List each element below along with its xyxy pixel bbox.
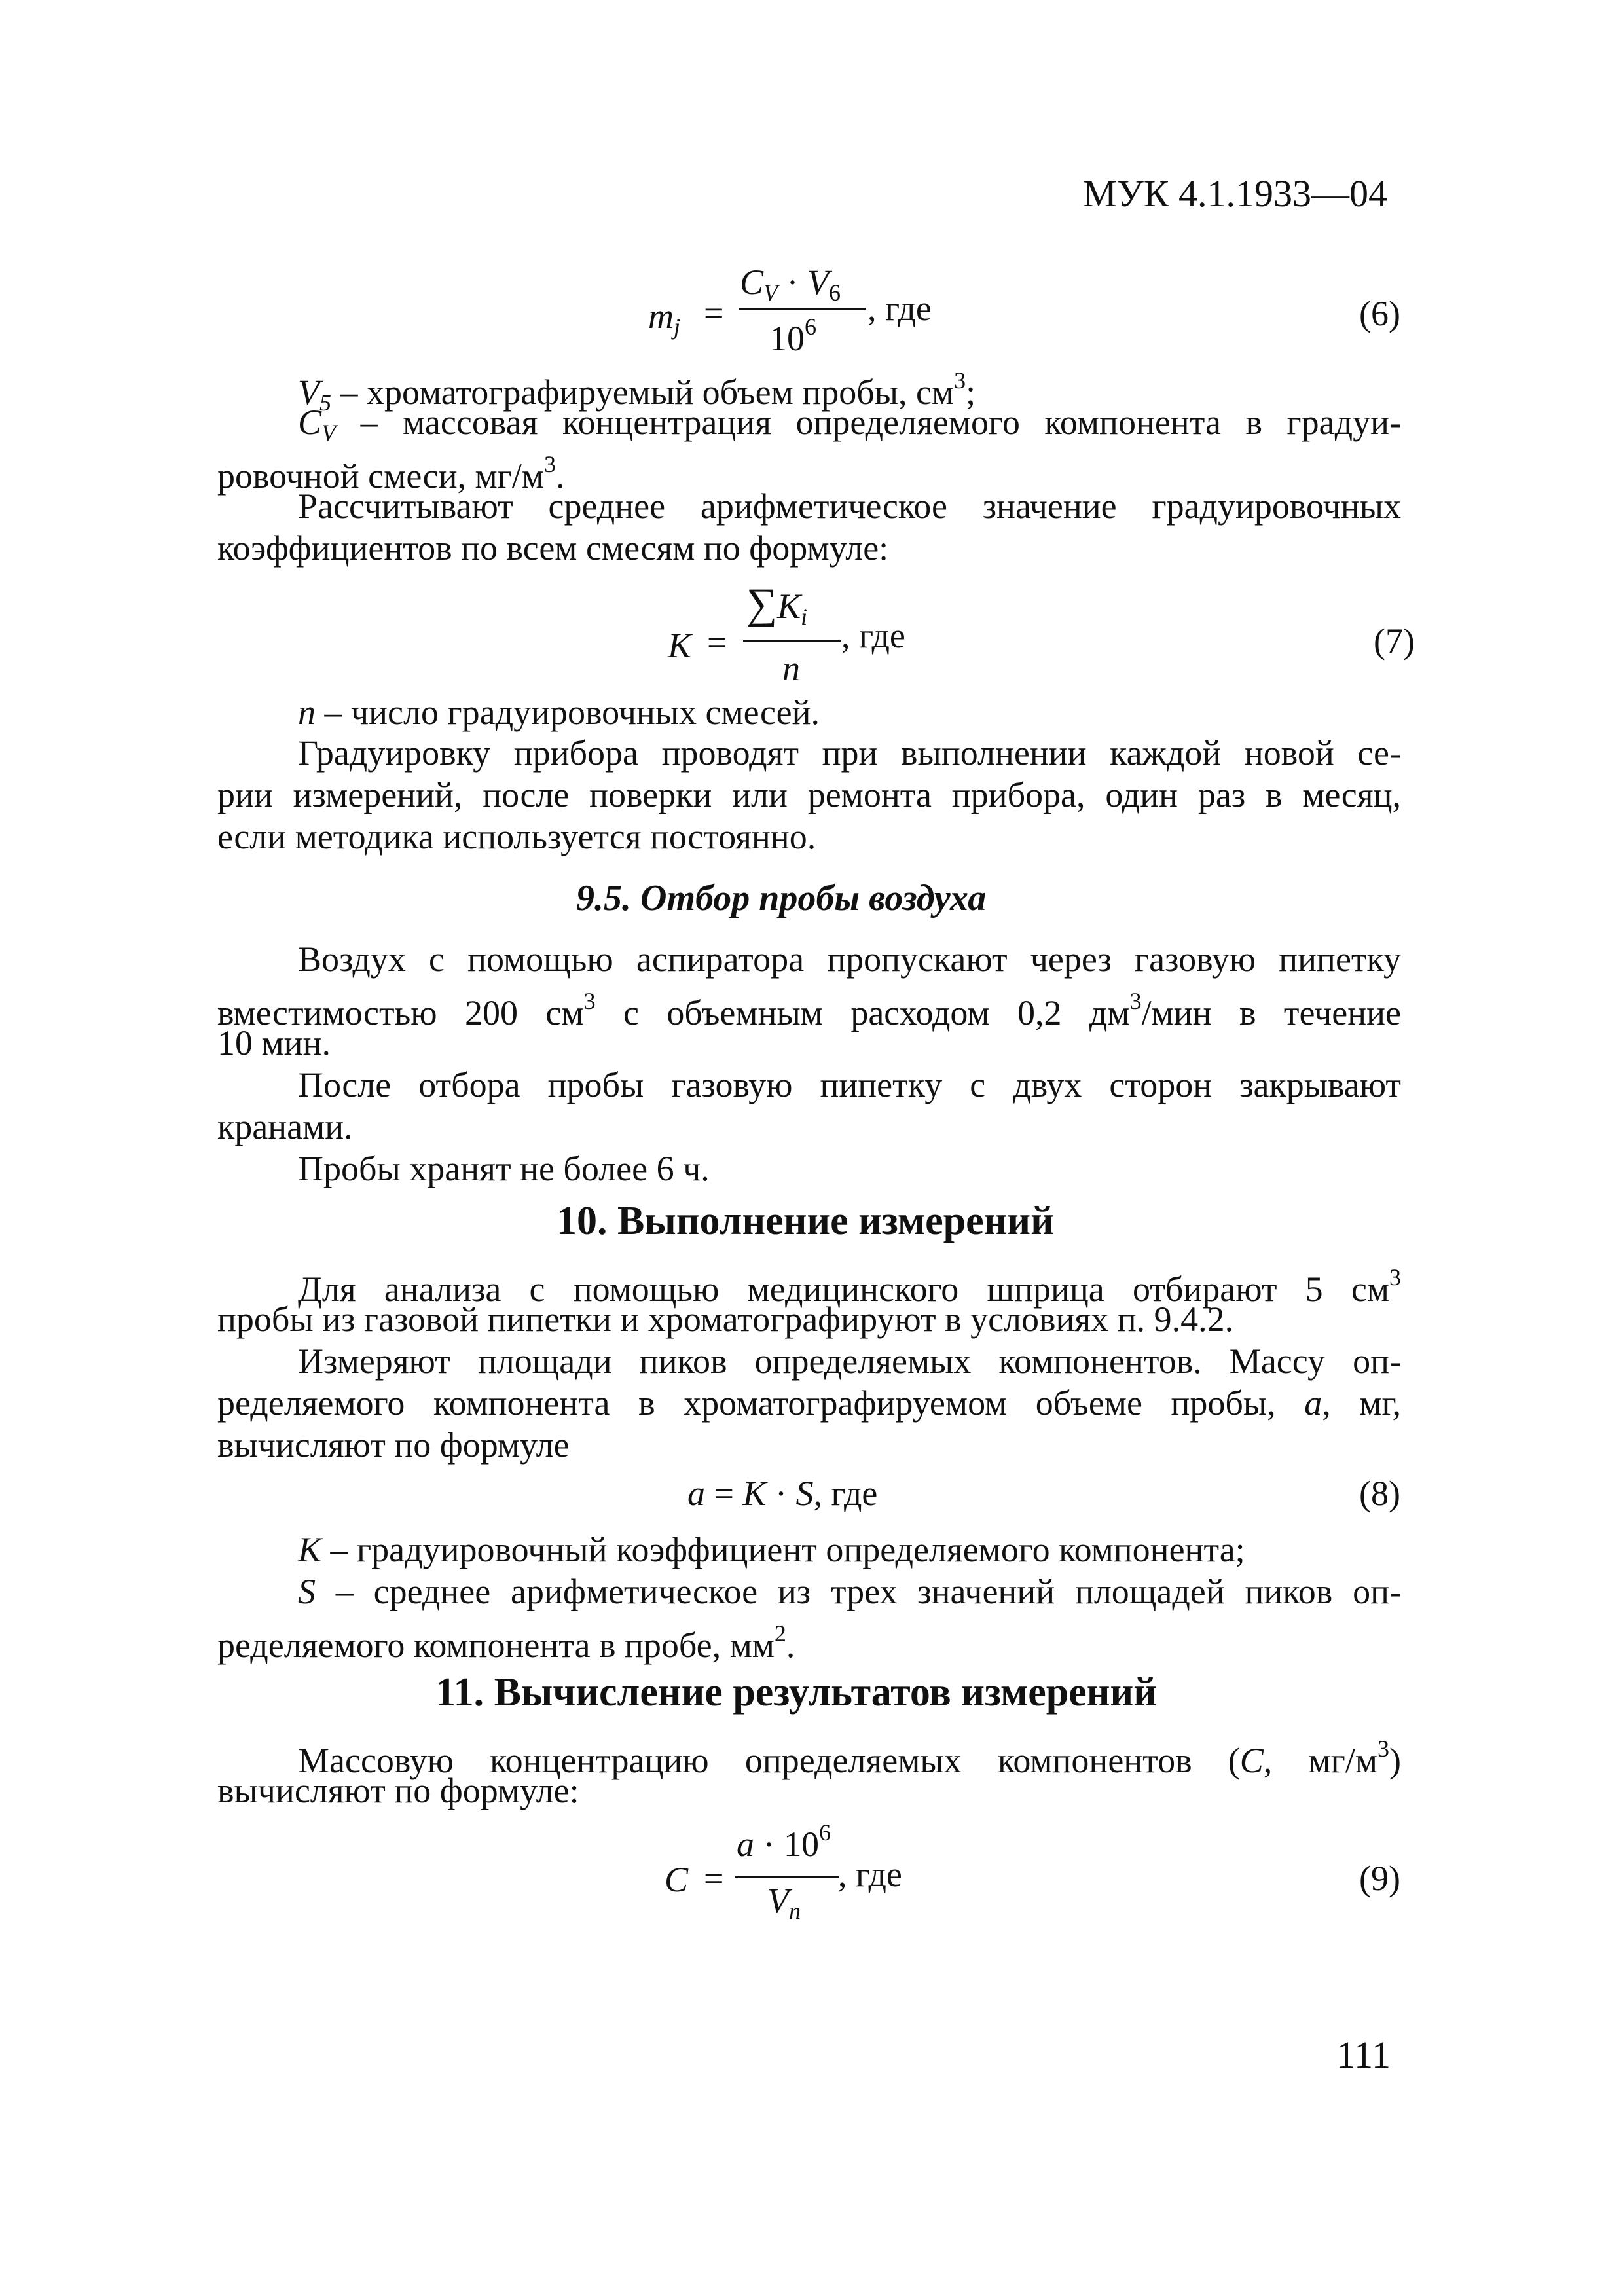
formula-7-fraction-bar — [743, 640, 841, 642]
page-number: 111 — [1336, 2033, 1391, 2076]
paragraph-concentration-line-1: Массовую концентрацию определяемых компонентов (C, $мг/м^3$) — [298, 1736, 1401, 1780]
equation-number-9: (9) — [1359, 1859, 1400, 1898]
equation-number-8: (8) — [1359, 1474, 1400, 1513]
paragraph-calibration-line-3: если методика используется постоянно. — [217, 817, 816, 856]
paragraph-calibration-line-2: рии измерений, после поверки или ремонта прибора, один раз в месяц, — [217, 775, 1401, 814]
paragraph-analysis-line-2: пробы из газовой пипетки и хроматографируют в условиях п. 9.4.2. — [217, 1300, 1234, 1339]
paragraph-average-line-1: Рассчитывают среднее арифметическое значение градуировочных — [298, 486, 1401, 526]
paragraph-air-line-2: вместимостью 200 $см^3$ с объемным расходом 0,2 $дм^3$/мин в течение — [217, 988, 1401, 1032]
equation-number-6: (6) — [1359, 294, 1400, 333]
formula-6-fraction-bar — [739, 308, 866, 310]
paragraph-air-line-1: Воздух с помощью аспиратора пропускают через газовую пипетку — [298, 939, 1401, 979]
paragraph-close-line-1: После отбора пробы газовую пипетку с двух сторон закрывают — [298, 1065, 1401, 1104]
paragraph-close-line-2: кранами. — [217, 1107, 353, 1146]
formula-6-denominator: $10^6$ — [769, 314, 816, 358]
paragraph-air-line-3: 10 мин. — [217, 1023, 331, 1063]
paragraph-analysis-line-1: Для анализа с помощью медицинского шприца отбирают 5 $см^3$ — [298, 1264, 1401, 1309]
definition-n: n – число градуировочных смесей. — [298, 693, 820, 732]
formula-6-lhs: $m_j$ — [648, 297, 681, 340]
formula-9-numerator: $a \cdot 10^6$ — [737, 1819, 831, 1864]
formula-9-fraction-bar — [735, 1876, 839, 1878]
definition-cv: $C_V$ – массовая концентрация определяемого компонента в градуи- — [298, 403, 1401, 446]
paragraph-concentration-line-2: вычисляют по формуле: — [217, 1771, 579, 1810]
definition-s: S – среднее арифметическое из трех значений площадей пиков оп- — [298, 1572, 1401, 1611]
paragraph-measure-line-3: вычисляют по формуле — [217, 1425, 570, 1465]
section-11-title: 11. Вычисление результатов измерений — [435, 1670, 1157, 1715]
section-10-title: 10. Выполнение измерений — [556, 1199, 1054, 1243]
definition-s-cont: ределяемого компонента в пробе, $мм^2$. — [217, 1620, 795, 1665]
formula-7-numerator: $\sum K_i$ — [746, 580, 808, 630]
formula-6-numerator: $C_V \cdot V_6$ — [740, 263, 841, 306]
section-9-5-title: 9.5. Отбор пробы воздуха — [576, 878, 987, 919]
formula-9-denominator: $V_n$ — [767, 1881, 801, 1924]
definition-k: K – градуировочный коэффициент определяемого компонента; — [298, 1530, 1245, 1569]
paragraph-calibration-line-1: Градуировку прибора проводят при выполнении каждой новой се- — [298, 733, 1401, 773]
paragraph-store: Пробы хранят не более 6 ч. — [298, 1149, 710, 1188]
definition-cv-cont: ровочной смеси, $мг/м^3$. — [217, 451, 565, 496]
paragraph-average-line-2: коэффициентов по всем смесям по формуле: — [217, 528, 889, 568]
definition-v5: $V_5$ – хроматографируемый объем пробы, $см^3$; — [298, 367, 976, 416]
equation-number-7: (7) — [1374, 621, 1415, 661]
paragraph-measure-line-2: ределяемого компонента в хроматографируемом объеме пробы, a, мг, — [217, 1383, 1402, 1423]
document-code: МУК 4.1.1933—04 — [1083, 172, 1387, 215]
paragraph-measure-line-1: Измеряют площади пиков определяемых компонентов. Массу оп- — [298, 1341, 1401, 1381]
